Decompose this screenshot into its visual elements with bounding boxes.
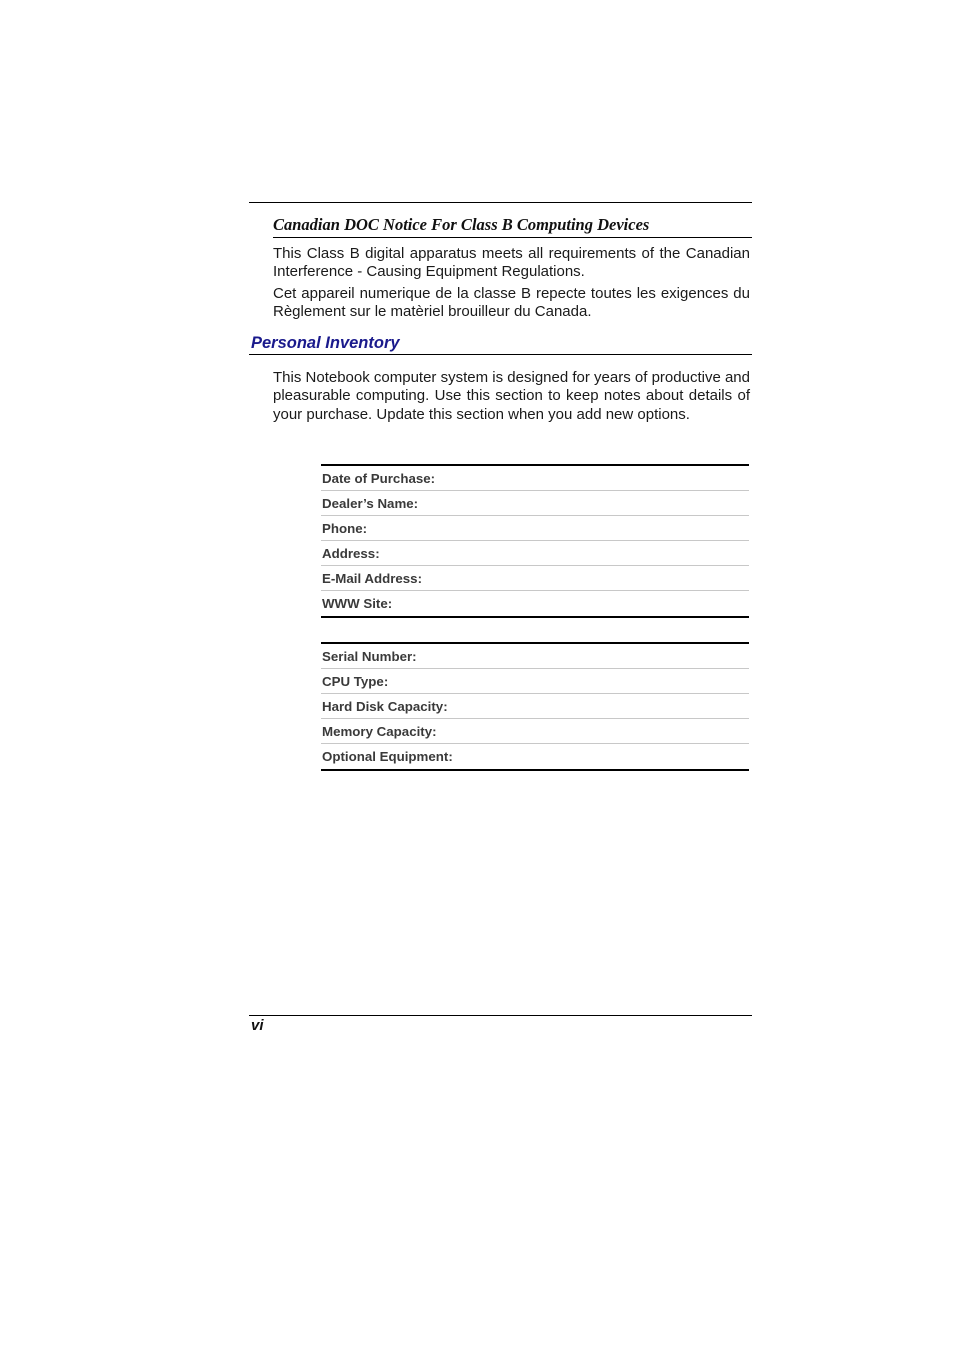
- header-rule: [249, 202, 752, 203]
- table-row-email-address: E-Mail Address:: [321, 566, 749, 591]
- table-row-memory-capacity: Memory Capacity:: [321, 719, 749, 744]
- doc-notice-paragraph-french: Cet appareil numerique de la classe B repecte toutes les exigences du Règlement sur le matèriel brouilleur du Canada.: [273, 285, 750, 321]
- hardware-details-table: [321, 642, 749, 771]
- doc-notice-paragraph-english: This Class B digital apparatus meets all requirements of the Canadian Interference - Causing Equipment Regulations.: [273, 245, 750, 281]
- table-row-www-site: WWW Site:: [322, 596, 393, 611]
- page-number: vi: [251, 1017, 264, 1034]
- table-row-dealers-name: Dealer’s Name:: [321, 491, 749, 516]
- doc-notice-heading: Canadian DOC Notice For Class B Computing Devices: [273, 214, 752, 238]
- table-row-hard-disk-capacity: Hard Disk Capacity:: [321, 694, 749, 719]
- table-row-address: Address:: [321, 541, 749, 566]
- table-row-cpu-type: CPU Type:: [321, 669, 749, 694]
- personal-inventory-paragraph: This Notebook computer system is designed for years of productive and pleasurable computing. Use this section to keep notes about details of your purchase. Update this section when you add new options.: [273, 369, 750, 423]
- purchase-details-table: [321, 464, 749, 618]
- table-row-date-of-purchase: Date of Purchase:: [321, 466, 749, 491]
- table-row-phone: Phone:: [321, 516, 749, 541]
- footer-rule: [249, 1015, 752, 1016]
- table-row-serial-number: Serial Number:: [321, 644, 749, 669]
- personal-inventory-heading: Personal Inventory: [249, 332, 752, 355]
- table-row-optional-equipment: Optional Equipment:: [322, 749, 453, 764]
